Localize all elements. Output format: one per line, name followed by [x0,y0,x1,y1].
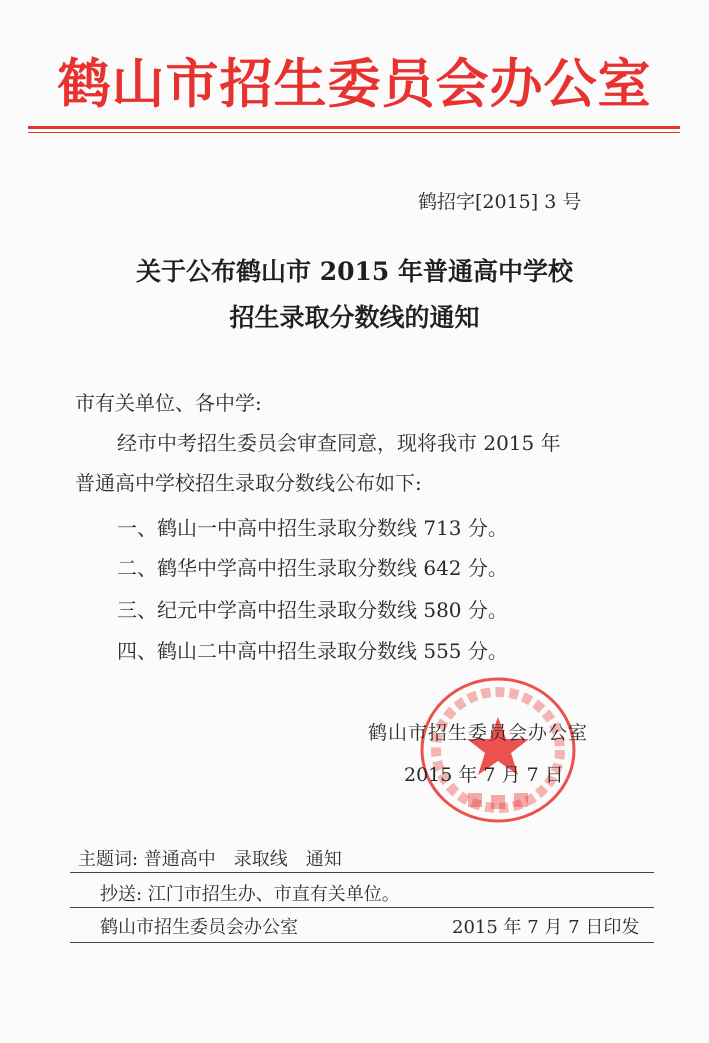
carbon-copy: 抄送: 江门市招生办、市直有关单位。 [100,884,400,905]
score-item: 一、鹤山一中高中招生录取分数线 713 分。 [117,516,508,540]
intro-line-1: 经市中考招生委员会审查同意，现将我市 2015 年 [117,431,561,455]
footer-divider [70,872,654,873]
letterhead-title: 鹤山市招生委员会办公室 [57,54,652,115]
letterhead-divider-thin [28,132,680,133]
score-item: 四、鹤山二中高中招生录取分数线 555 分。 [117,639,508,663]
notice-title-line1: 关于公布鹤山市 2015 年普通高中学校 [136,257,573,286]
salutation: 市有关单位、各中学: [75,391,262,415]
intro-line-2: 普通高中学校招生录取分数线公布如下: [75,471,422,495]
keywords: 主题词: 普通高中 录取线 通知 [78,849,342,870]
score-item: 三、纪元中学高中招生录取分数线 580 分。 [117,598,508,622]
signature-date: 2015 年 7 月 7 日 [404,764,564,786]
notice-title-line2: 招生录取分数线的通知 [229,303,480,332]
signature-org: 鹤山市招生委员会办公室 [368,722,589,744]
document-number: 鹤招字[2015] 3 号 [418,191,582,213]
footer-divider [70,907,654,908]
score-item: 二、鹤华中学高中招生录取分数线 642 分。 [117,556,508,580]
letterhead-divider [28,126,680,129]
issuer: 鹤山市招生委员会办公室 [100,917,298,938]
issue-date: 2015 年 7 月 7 日印发 [452,917,640,938]
official-seal [418,675,578,825]
footer-divider [70,942,654,943]
